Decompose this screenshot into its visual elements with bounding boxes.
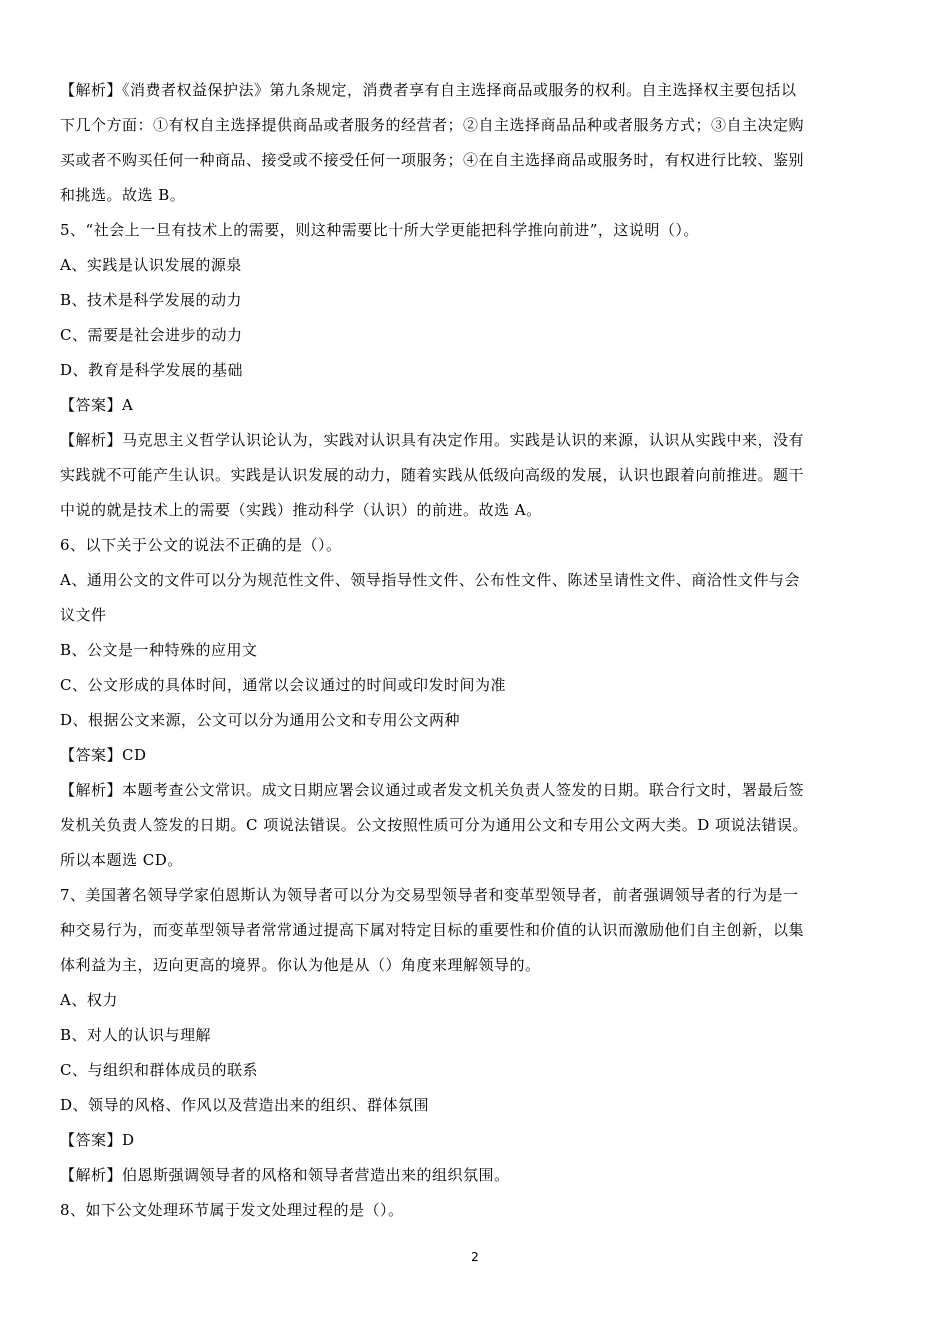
text-line: 下几个方面：①有权自主选择提供商品或者服务的经营者；②自主选择商品品种或者服务方式；③自主决定购: [60, 116, 805, 134]
option-c: C、公文形成的具体时间，通常以会议通过的时间或印发时间为准: [60, 676, 506, 694]
text-line: 议文件: [60, 606, 107, 624]
page-number: 2: [471, 1250, 479, 1264]
option-a: A、实践是认识发展的源泉: [60, 256, 242, 274]
document-body: [60, 73, 892, 1228]
option-d: D、根据公文来源，公文可以分为通用公文和专用公文两种: [60, 711, 461, 729]
option-b: B、公文是一种特殊的应用文: [60, 641, 258, 659]
answer: 【答案】D: [60, 1131, 135, 1149]
option-a: A、权力: [60, 991, 118, 1009]
option-c: C、与组织和群体成员的联系: [60, 1061, 258, 1079]
text-line: 发机关负责人签发的日期。C 项说法错误。公文按照性质可分为通用公文和专用公文两大类。D 项说法错误。: [60, 816, 809, 834]
answer: 【答案】A: [60, 396, 134, 414]
text-line: 和挑选。故选 B。: [60, 186, 186, 204]
option-d: D、领导的风格、作风以及营造出来的组织、群体氛围: [60, 1096, 430, 1114]
option-b: B、对人的认识与理解: [60, 1026, 212, 1044]
analysis: 【解析】马克思主义哲学认识论认为，实践对认识具有决定作用。实践是认识的来源，认识从实践中来，没有: [60, 431, 805, 449]
question-6: 6、以下关于公文的说法不正确的是（）。: [60, 536, 342, 554]
question-5: 5、“社会上一旦有技术上的需要，则这种需要比十所大学更能把科学推向前进”，这说明（）。: [60, 221, 699, 239]
text-line: 【解析】《消费者权益保护法》第九条规定，消费者享有自主选择商品或服务的权利。自主选择权主要包括以: [60, 81, 797, 99]
question-7: 7、美国著名领导学家伯恩斯认为领导者可以分为交易型领导者和变革型领导者，前者强调领导者的行为是一: [60, 886, 799, 904]
option-d: D、教育是科学发展的基础: [60, 361, 244, 379]
option-c: C、需要是社会进步的动力: [60, 326, 243, 344]
question-8: 8、如下公文处理环节属于发文处理过程的是（）。: [60, 1201, 404, 1219]
text-line: 买或者不购买任何一种商品、接受或不接受任何一项服务；④在自主选择商品或服务时，有权进行比较、鉴别: [60, 151, 805, 169]
analysis: 【解析】本题考查公文常识。成文日期应署会议通过或者发文机关负责人签发的日期。联合行文时，署最后签: [60, 781, 805, 799]
text-line: 所以本题选 CD。: [60, 851, 183, 869]
text-line: 实践就不可能产生认识。实践是认识发展的动力，随着实践从低级向高级的发展，认识也跟着向前推进。题干: [60, 466, 805, 484]
option-a: A、通用公文的文件可以分为规范性文件、领导指导性文件、公布性文件、陈述呈请性文件、商洽性文件与会: [60, 571, 800, 589]
text-line: 体利益为主，迈向更高的境界。你认为他是从（）角度来理解领导的。: [60, 956, 541, 974]
option-b: B、技术是科学发展的动力: [60, 291, 243, 309]
text-line: 种交易行为，而变革型领导者常常通过提高下属对特定目标的重要性和价值的认识而激励他们自主创新，以集: [60, 921, 805, 939]
analysis: 【解析】伯恩斯强调领导者的风格和领导者营造出来的组织氛围。: [60, 1166, 510, 1184]
text-line: 中说的就是技术上的需要（实践）推动科学（认识）的前进。故选 A。: [60, 501, 542, 519]
answer: 【答案】CD: [60, 746, 147, 764]
